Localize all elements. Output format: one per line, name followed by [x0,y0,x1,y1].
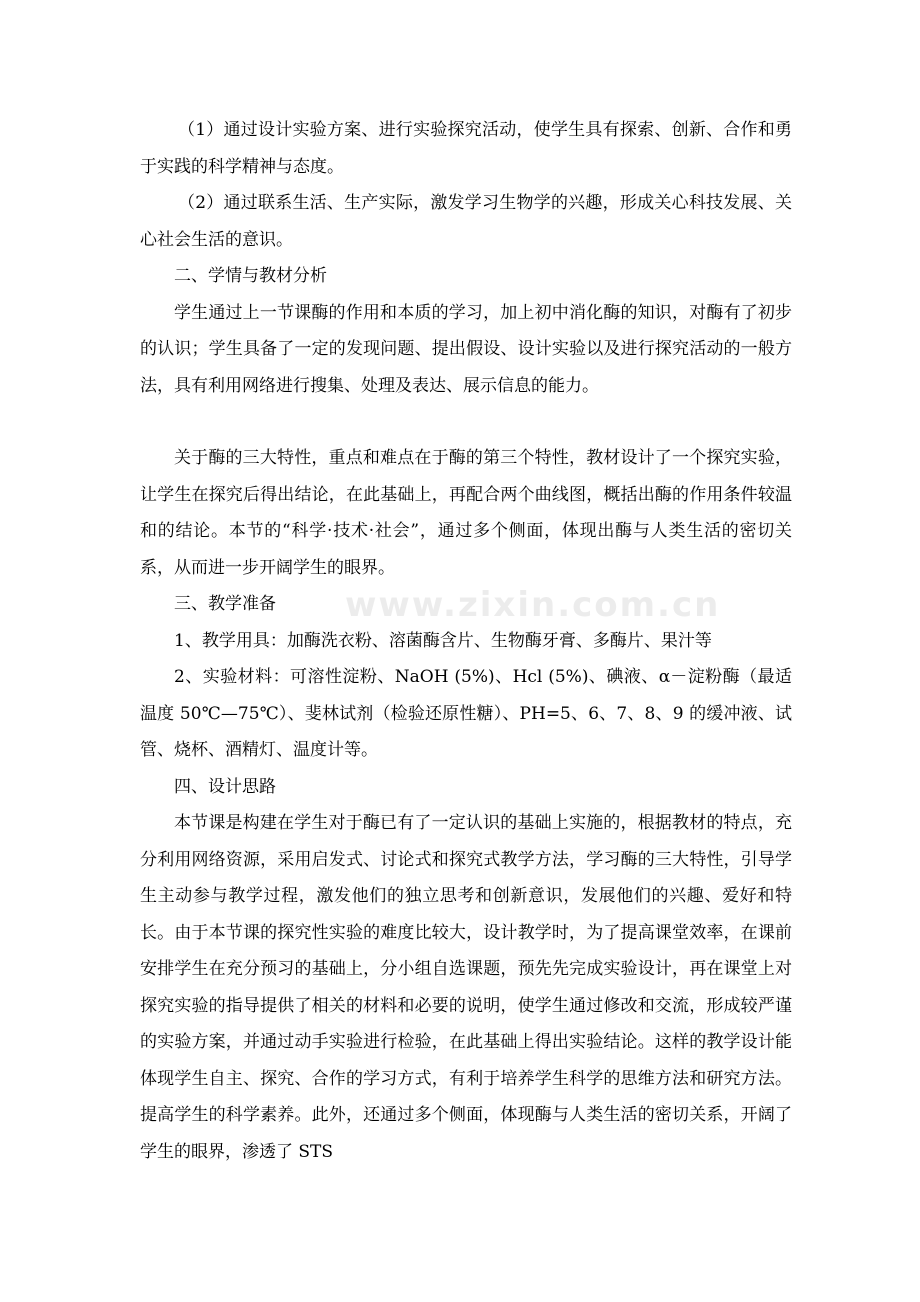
teaching-tools-paragraph: 1、教学用具：加酶洗衣粉、溶菌酶含片、生物酶牙膏、多酶片、果汁等 [174,630,712,651]
section-heading-design: 四、设计思路 [174,776,276,797]
paragraph-spacer [140,404,792,440]
objective-paragraph-1: （1）通过设计实验方案、进行实验探究活动，使学生具有探索、创新、合作和勇于实践的科学精神与态度。 [140,120,792,177]
document-body [140,112,792,1170]
student-analysis-paragraph: 学生通过上一节课酶的作用和本质的学习，加上初中消化酶的知识，对酶有了初步的认识；学生具备了一定的发现问题、提出假设、设计实验以及进行探究活动的一般方法，具有利用网络进行搜集、处理及表达、展示信息的能力。 [140,302,792,396]
design-idea-paragraph: 本节课是构建在学生对于酶已有了一定认识的基础上实施的，根据教材的特点，充分利用网络资源，采用启发式、讨论式和探究式教学方法，学习酶的三大特性，引导学生主动参与教学过程，激发他们的独立思考和创新意识，发展他们的兴趣、爱好和特长。由于本节课的探究性实验的难度比较大，设计教学时，为了提高课堂效率，在课前安排学生在充分预习的基础上，分小组自选课题，预先先完成实验设计，再在课堂上对探究实验的指导提供了相关的材料和必要的说明，使学生通过修改和交流，形成较严谨的实验方案，并通过动手实验进行检验，在此基础上得出实验结论。这样的教学设计能体现学生自主、探究、合作的学习方式，有利于培养学生科学的思维方法和研究方法。提高学生的科学素养。此外，还通过多个侧面，体现酶与人类生活的密切关系，开阔了学生的眼界，渗透了 STS [140,813,792,1162]
textbook-analysis-paragraph: 关于酶的三大特性，重点和难点在于酶的第三个特性，教材设计了一个探究实验，让学生在探究后得出结论，在此基础上，再配合两个曲线图，概括出酶的作用条件较温和的结论。本节的“科学·技术·社会”，通过多个侧面，体现出酶与人类生活的密切关系，从而进一步开阔学生的眼界。 [140,448,792,578]
section-heading-preparation: 三、教学准备 [174,594,276,614]
objective-paragraph-2: （2）通过联系生活、生产实际，激发学习生物学的兴趣，形成关心科技发展、关心社会生活的意识。 [140,193,792,250]
watermark-text: www.zixin.com.cn [345,585,721,625]
experiment-materials-paragraph: 2、实验材料：可溶性淀粉、NaOH (5%)、Hcl (5%)、碘液、α－淀粉酶（最适温度 50℃—75℃）、斐林试剂（检验还原性糖）、PH=5、6、7、8、9 的缓冲液、试管、烧杯、酒精灯、温度计等。 [140,667,792,760]
section-heading-analysis: 二、学情与教材分析 [174,266,327,286]
